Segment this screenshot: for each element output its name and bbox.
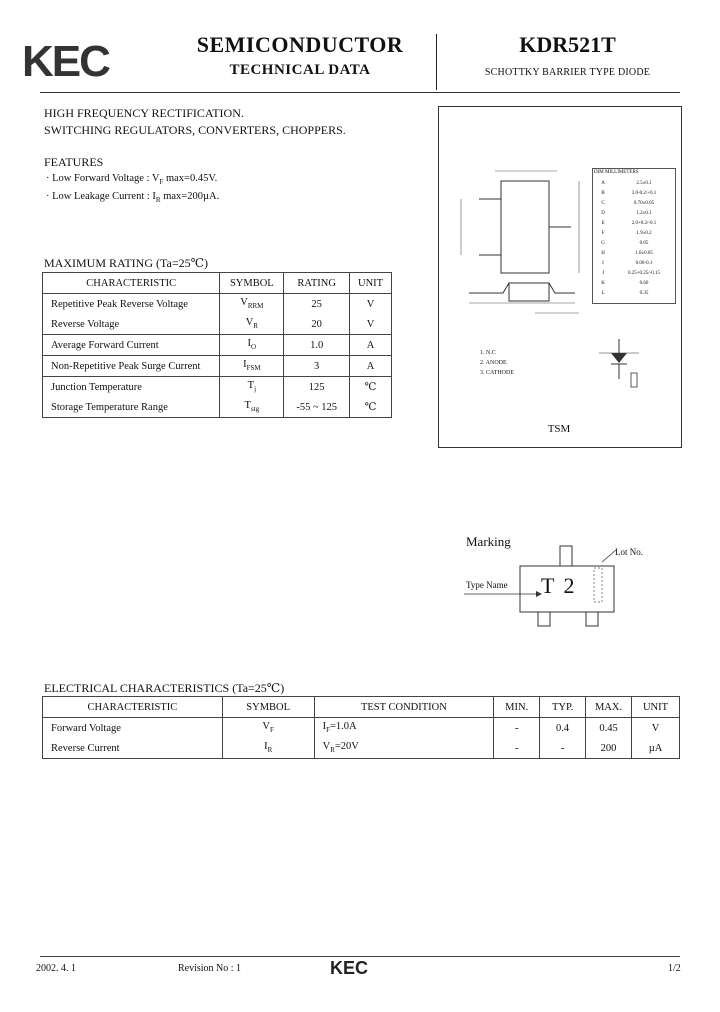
dim-label: G [601, 240, 605, 246]
type-name-label: Type Name [466, 580, 508, 590]
dimension-table [592, 178, 674, 298]
table-row [43, 397, 392, 418]
table-row [43, 356, 392, 377]
feature-item: · Low Forward Voltage : $V_F$ max=0.45V. [46, 173, 218, 187]
cell-symbol: $I_R$ [222, 738, 314, 759]
cell-characteristic: Junction Temperature [43, 377, 220, 398]
electrical-title: ELECTRICAL CHARACTERISTICS (Ta=25℃) [44, 681, 285, 695]
cell-rating: 25 [284, 294, 350, 315]
cell-rating: -55 ~ 125 [284, 397, 350, 418]
cell-unit: V [350, 294, 392, 315]
table-row [43, 314, 392, 335]
kec-logo: KEC [22, 37, 109, 86]
cell-min: - [494, 738, 540, 759]
pin-item: 3. CATHODE [480, 370, 514, 376]
feature-item: · Low Leakage Current : $I_R$ max=200µA. [46, 191, 220, 205]
column-header: TEST CONDITION [314, 697, 494, 718]
column-header: TYP. [540, 697, 586, 718]
dim-label: C [601, 200, 605, 206]
cell-characteristic: Average Forward Current [43, 335, 220, 356]
table-row [43, 335, 392, 356]
cell-characteristic: Repetitive Peak Reverse Voltage [43, 294, 220, 315]
table-row [592, 218, 674, 228]
cell-typ: 0.4 [540, 718, 586, 739]
table-row [592, 238, 674, 248]
cell-characteristic: Non-Repetitive Peak Surge Current [43, 356, 220, 377]
package-name: TSM [547, 423, 571, 435]
table-row [592, 248, 674, 258]
cell-characteristic: Forward Voltage [43, 718, 223, 739]
table-row [592, 228, 674, 238]
dim-label: I [602, 260, 604, 266]
dim-value: 2.5±0.1 [636, 180, 652, 186]
footer-page: 1/2 [668, 963, 681, 974]
pin-item: 1. N.C [480, 350, 496, 356]
cell-rating: 20 [284, 314, 350, 335]
column-header: UNIT [632, 697, 680, 718]
cell-symbol: $I_O$ [220, 335, 284, 356]
dimension-header: DIM MILLIMETERS [594, 170, 639, 175]
cell-unit: µA [632, 738, 680, 759]
cell-characteristic: Reverse Current [43, 738, 223, 759]
table-row [592, 258, 674, 268]
footer-date: 2002. 4. 1 [36, 963, 76, 974]
cell-rating: 1.0 [284, 335, 350, 356]
max-rating-table [42, 272, 392, 418]
cell-unit: A [350, 335, 392, 356]
dim-label: K [601, 280, 605, 286]
technical-data-heading: TECHNICAL DATA [229, 62, 371, 78]
marking-title: Marking [466, 534, 511, 549]
cell-max: 0.45 [586, 718, 632, 739]
cell-min: - [494, 718, 540, 739]
cell-symbol: $T_j$ [220, 377, 284, 398]
pin-list [480, 348, 514, 378]
column-header: SYMBOL [220, 273, 284, 294]
cell-characteristic: Storage Temperature Range [43, 397, 220, 418]
features-title: FEATURES [44, 155, 104, 169]
dim-label: E [601, 220, 605, 226]
table-row [43, 294, 392, 315]
table-header-row [43, 697, 680, 718]
dim-value: 1.6±0.05 [635, 250, 653, 256]
column-header: MAX. [586, 697, 632, 718]
footer-logo: KEC [330, 958, 369, 978]
cell-symbol: $I_{FSM}$ [220, 356, 284, 377]
header-rule [40, 92, 680, 93]
dim-label: B [601, 190, 605, 196]
dim-value: 0.00-0.1 [635, 260, 653, 266]
table-row [43, 738, 680, 759]
column-header: UNIT [350, 273, 392, 294]
cell-unit: ℃ [350, 377, 392, 398]
table-row [592, 278, 674, 288]
max-rating-title: MAXIMUM RATING (Ta=25℃) [44, 256, 209, 270]
marking-code: T 2 [541, 573, 577, 598]
dim-label: L [601, 290, 605, 296]
dim-label: D [601, 210, 605, 216]
semiconductor-heading: SEMICONDUCTOR [196, 32, 404, 57]
cell-unit: V [350, 314, 392, 335]
footer-rule [40, 956, 680, 957]
lot-number-label: Lot No. [615, 547, 643, 557]
table-row [592, 268, 674, 278]
cell-unit: ℃ [350, 397, 392, 418]
cell-typ: - [540, 738, 586, 759]
cell-unit: V [632, 718, 680, 739]
footer-revision: Revision No : 1 [178, 963, 242, 974]
column-header: SYMBOL [222, 697, 314, 718]
dim-value: 0.70±0.05 [633, 200, 655, 206]
part-type: SCHOTTKY BARRIER TYPE DIODE [484, 67, 651, 78]
column-header: RATING [284, 273, 350, 294]
cell-symbol: $V_{RRM}$ [220, 294, 284, 315]
column-header: MIN. [494, 697, 540, 718]
application-line: HIGH FREQUENCY RECTIFICATION. [44, 106, 244, 120]
table-row [592, 188, 674, 198]
column-header: CHARACTERISTIC [43, 273, 220, 294]
dim-label: J [602, 270, 604, 276]
header-divider [436, 34, 437, 90]
cell-rating: 3 [284, 356, 350, 377]
table-row [592, 208, 674, 218]
pin-item: 2. ANODE [480, 360, 507, 366]
cell-condition: $I_F=1.0A$ [314, 718, 494, 739]
dim-value: 0.25+0.25/-0.15 [627, 270, 661, 276]
part-number: KDR521T [519, 32, 616, 57]
table-row [592, 178, 674, 188]
cell-condition: $V_R=20V$ [314, 738, 494, 759]
electrical-table [42, 696, 680, 759]
dim-label: H [601, 250, 605, 256]
cell-unit: A [350, 356, 392, 377]
dim-label: F [601, 230, 605, 236]
cell-symbol: $T_{stg}$ [220, 397, 284, 418]
dim-value: 3.0-0.2/+0.1 [631, 190, 657, 196]
dim-value: 0.35 [639, 290, 649, 296]
dim-value: 0.60 [639, 280, 649, 286]
table-row [43, 718, 680, 739]
application-line: SWITCHING REGULATORS, CONVERTERS, CHOPPERS. [44, 123, 346, 137]
cell-rating: 125 [284, 377, 350, 398]
dim-label: A [601, 180, 605, 186]
dim-value: 0.05 [639, 240, 649, 246]
column-header: CHARACTERISTIC [43, 697, 223, 718]
table-row [592, 198, 674, 208]
cell-symbol: $V_R$ [220, 314, 284, 335]
dim-value: 2.0+0.2/-0.1 [631, 220, 657, 226]
table-header-row [43, 273, 392, 294]
dim-value: 1.2±0.1 [636, 210, 652, 216]
table-row [592, 288, 674, 298]
cell-characteristic: Reverse Voltage [43, 314, 220, 335]
cell-symbol: $V_F$ [222, 718, 314, 739]
dim-value: 1.9±0.2 [636, 230, 652, 236]
table-row [43, 377, 392, 398]
cell-max: 200 [586, 738, 632, 759]
